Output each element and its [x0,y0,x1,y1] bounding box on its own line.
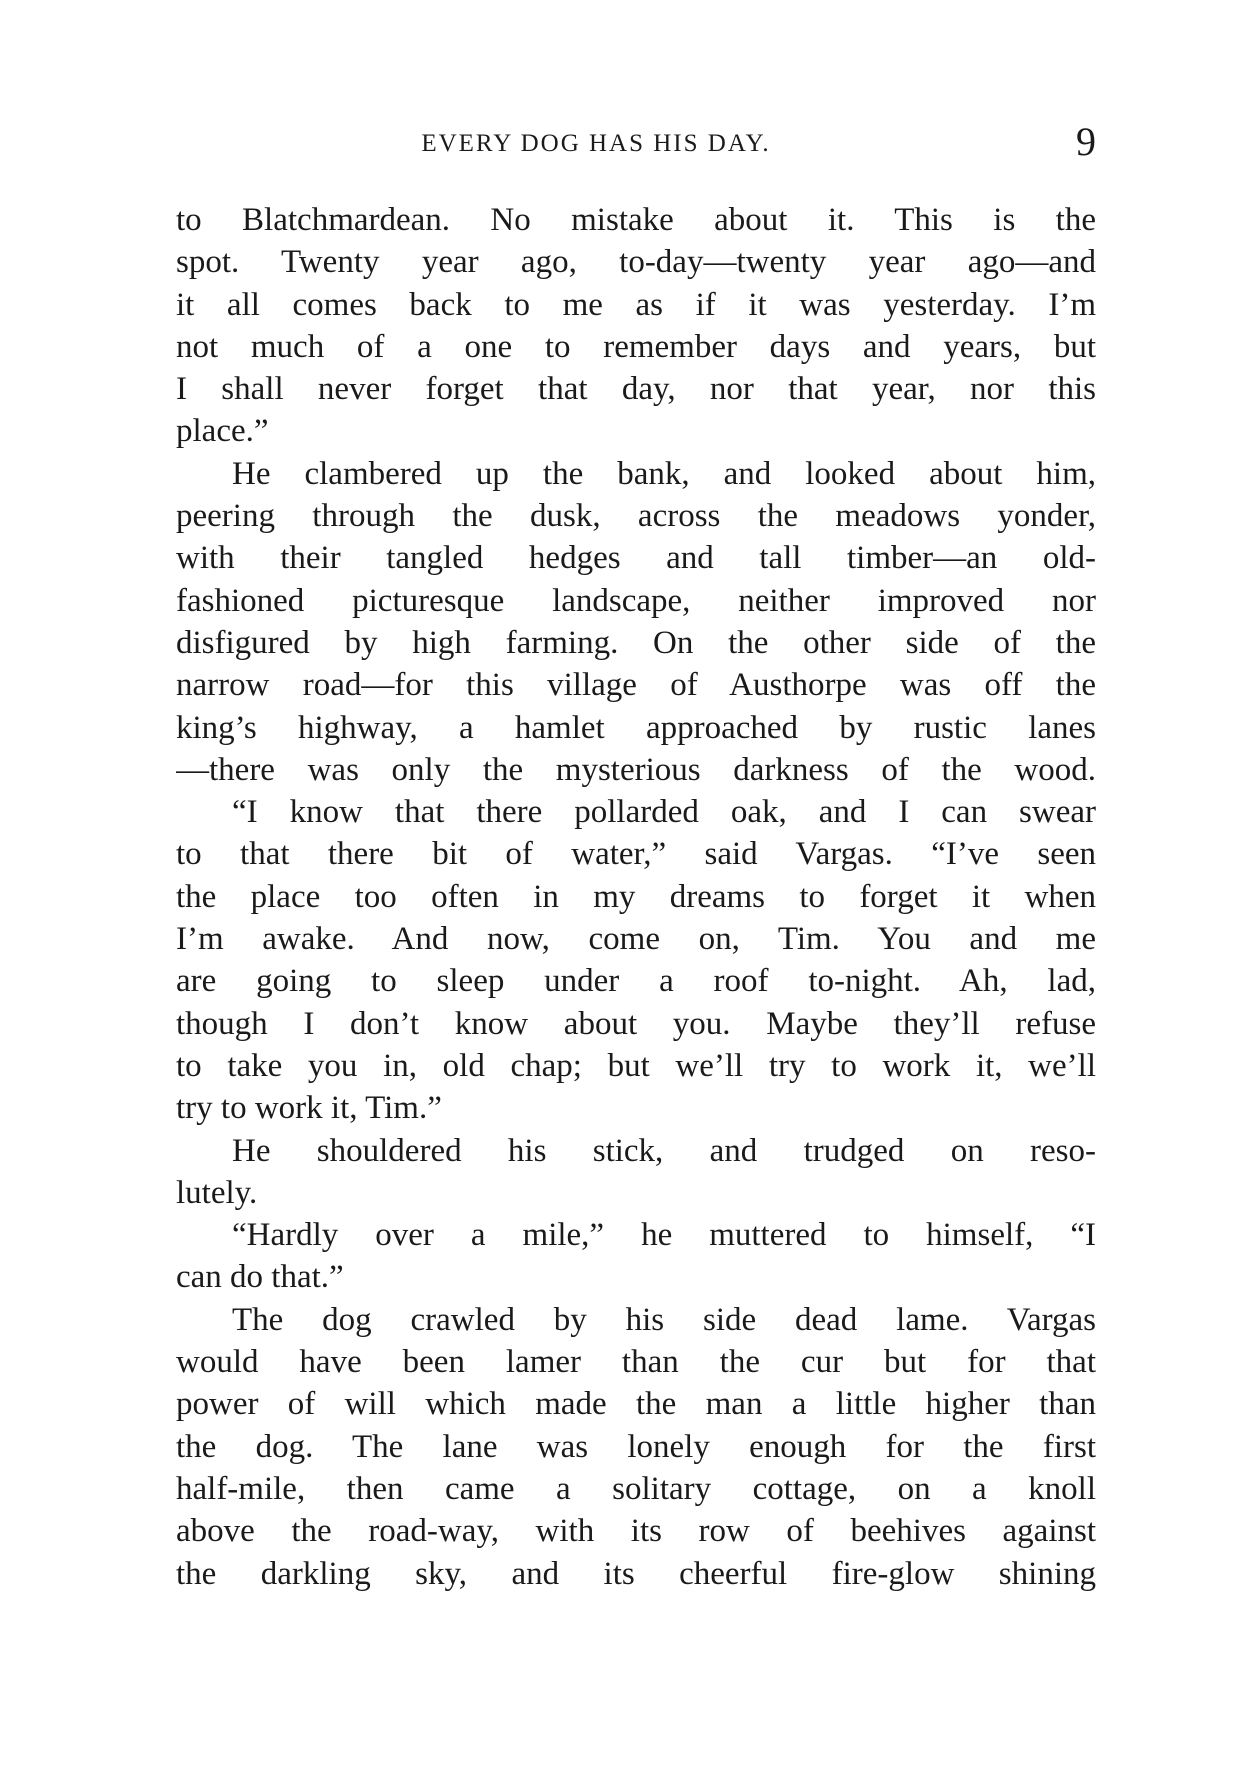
text-line: disfigured by high farming. On the other side of the [176,624,1096,661]
text-line: to Blatchmardean. No mistake about it. This is the [176,202,1096,238]
text-line: it all comes back to me as if it was yesterday. I’m [176,286,1096,323]
text-line: the darkling sky, and its cheerful fire-glow shining [176,1555,1096,1592]
text-line: not much of a one to remember days and years, but [176,328,1096,365]
page-number: 9 [1076,119,1096,164]
text-line: can do that.” [176,1259,344,1296]
text-line: lutely. [176,1174,258,1211]
text-line: power of will which made the man a little higher than [176,1386,1096,1423]
text-line: I shall never forget that day, nor that year, nor this [176,371,1096,408]
text-line: The dog crawled by his side dead lame. Vargas [232,1301,1096,1338]
text-line: I’m awake. And now, come on, Tim. You and me [176,921,1096,958]
text-line: —there was only the mysterious darkness of the wood. [176,751,1096,788]
text-line: “I know that there pollarded oak, and I can swear [232,794,1096,831]
text-line: are going to sleep under a roof to-night. Ah, lad, [176,963,1096,1000]
text-line: to that there bit of water,” said Vargas. “I’ve seen [176,836,1096,873]
text-line: spot. Twenty year ago, to-day—twenty year ago—and [176,244,1096,281]
text-line: would have been lamer than the cur but for that [176,1344,1096,1381]
text-line: half-mile, then came a solitary cottage, on a knoll [176,1470,1096,1507]
text-line: with their tangled hedges and tall timber—an old- [176,540,1096,577]
text-line: the place too often in my dreams to forget it when [176,878,1096,915]
text-line: place.” [176,413,269,450]
text-line: to take you in, old chap; but we’ll try to work it, we’ll [176,1047,1096,1084]
text-line: king’s highway, a hamlet approached by rustic lanes [176,709,1096,746]
text-line: the dog. The lane was lonely enough for the first [176,1428,1096,1465]
text-line: peering through the dusk, across the meadows yonder, [176,498,1096,535]
text-line: He shouldered his stick, and trudged on reso- [232,1132,1096,1169]
text-line: “Hardly over a mile,” he muttered to himself, “I [232,1217,1096,1254]
text-line: though I don’t know about you. Maybe they’ll refuse [176,1005,1096,1042]
running-title: EVERY DOG HAS HIS DAY. [421,130,771,157]
body-text [176,199,1096,1595]
text-line: try to work it, Tim.” [176,1090,442,1127]
text-line: fashioned picturesque landscape, neither improved nor [176,582,1096,619]
running-head [176,118,1096,168]
text-line: above the road-way, with its row of beehives against [176,1513,1096,1550]
text-line: narrow road—for this village of Austhorpe was off the [176,667,1096,704]
text-line: He clambered up the bank, and looked about him, [232,455,1096,492]
